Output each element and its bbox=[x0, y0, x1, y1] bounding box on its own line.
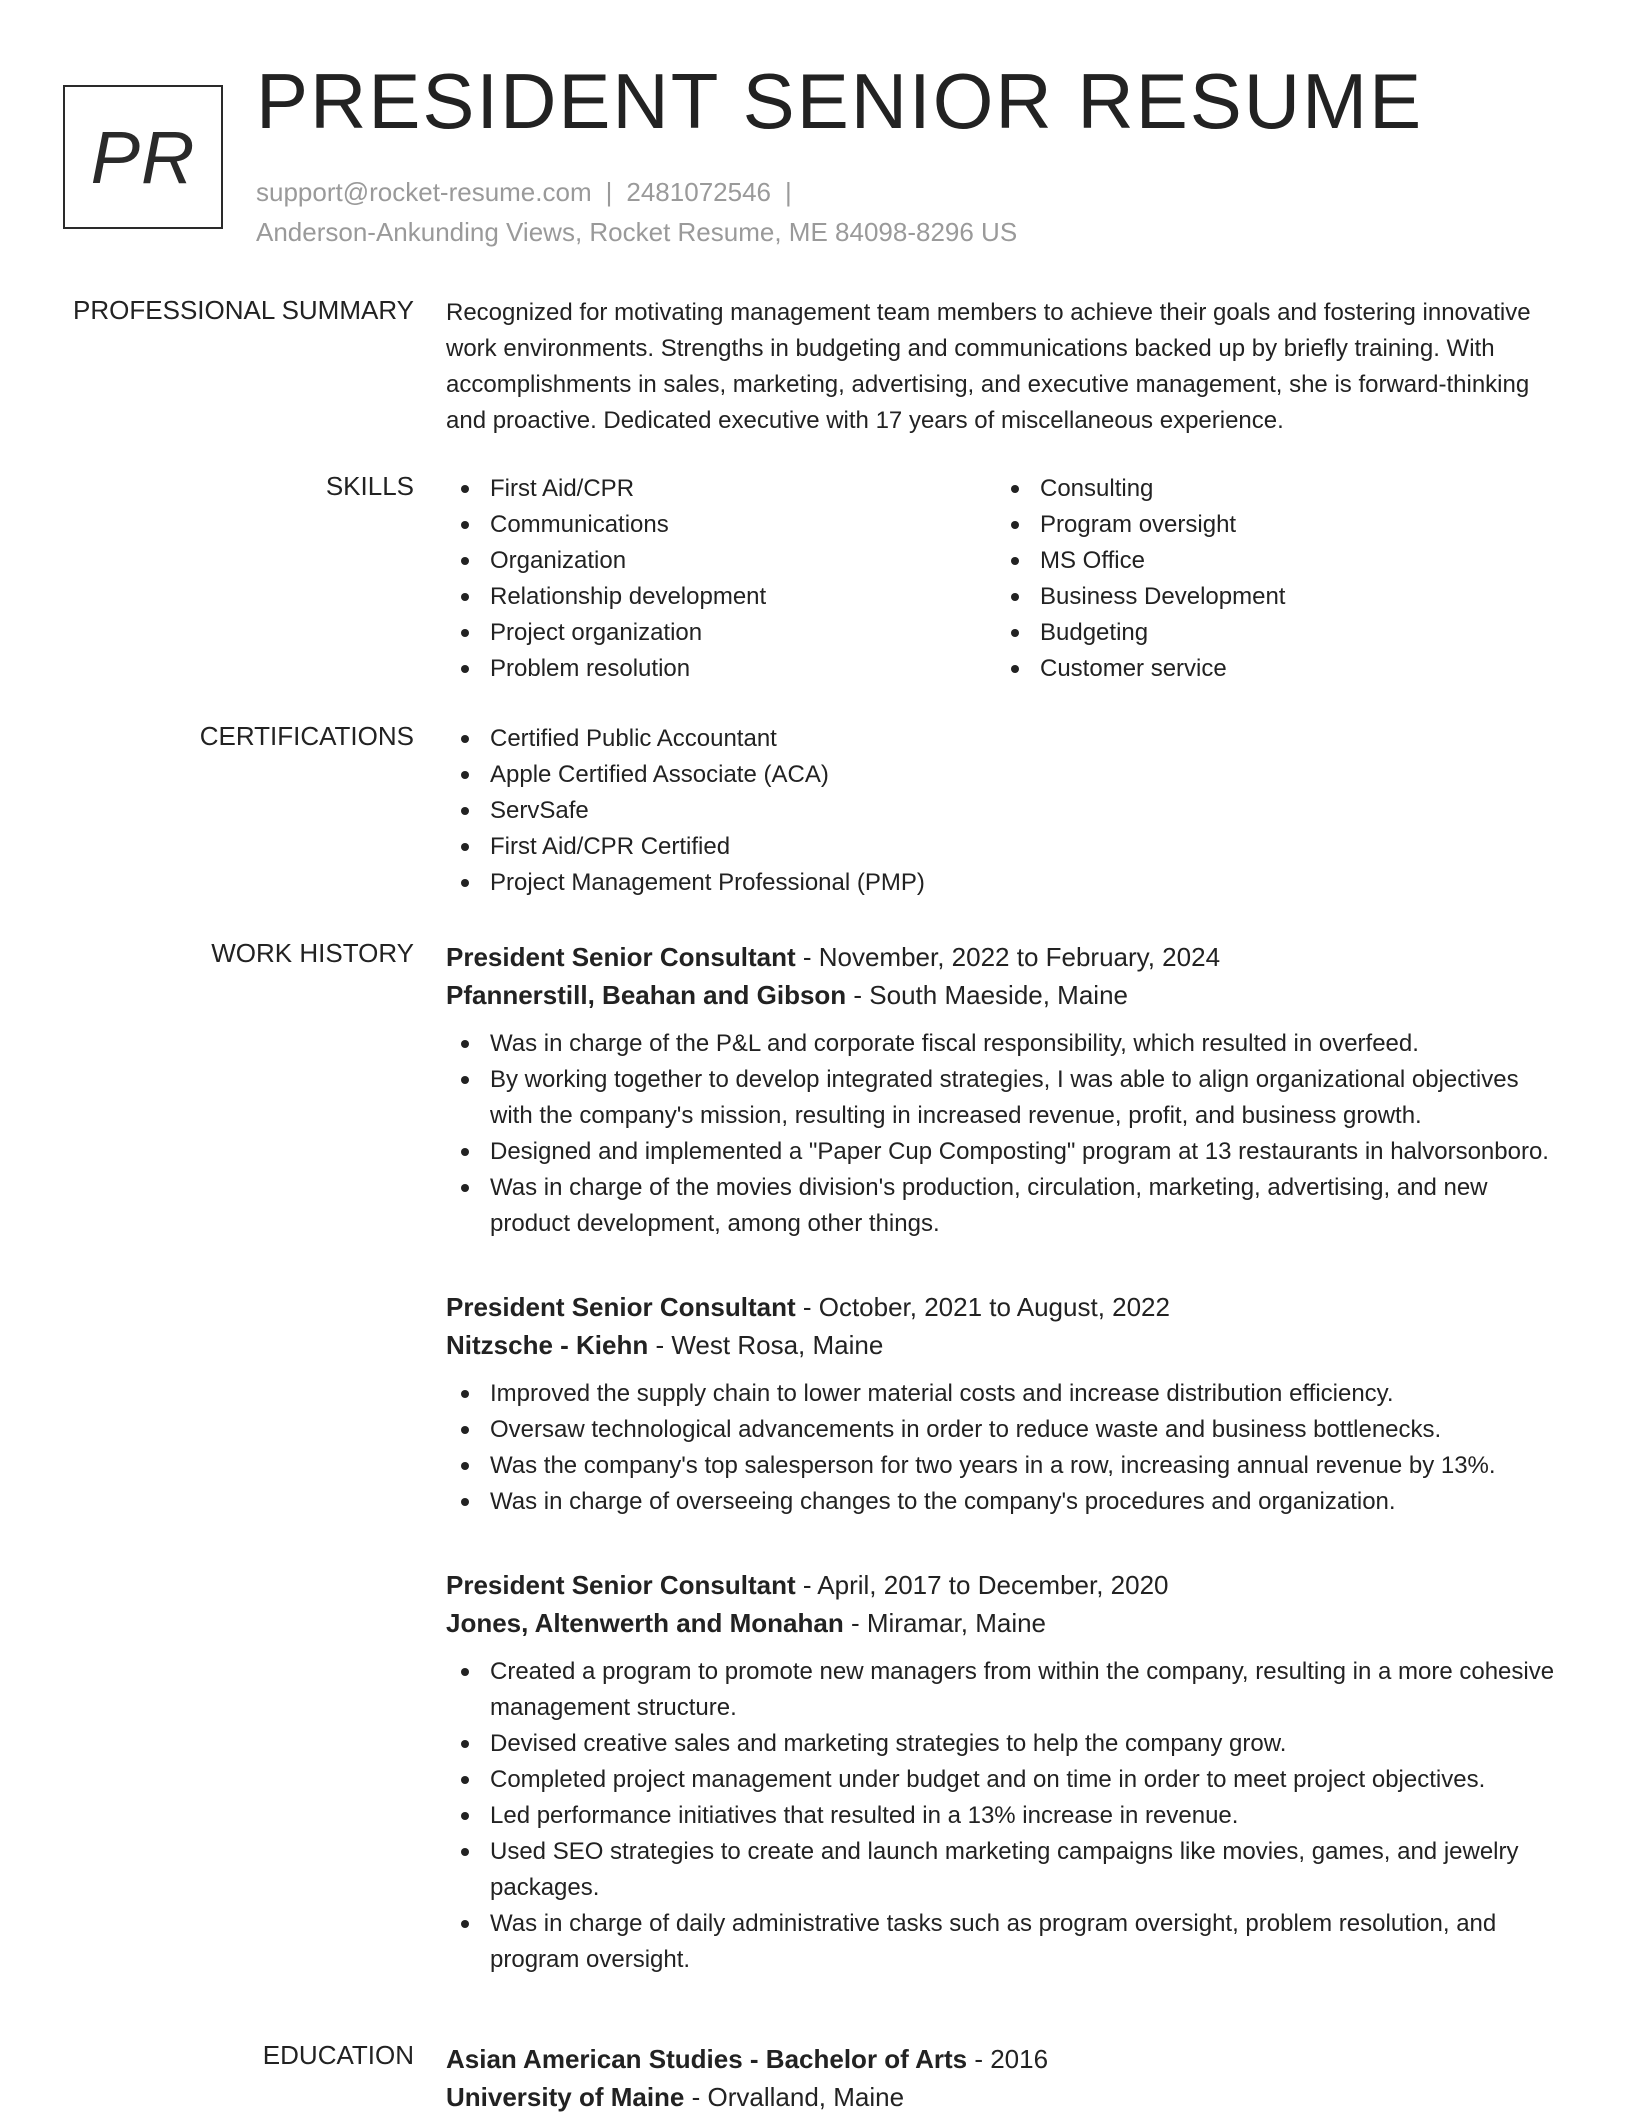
school-name: University of Maine bbox=[446, 2082, 685, 2112]
job-company-line bbox=[446, 1326, 1566, 1364]
skills-list bbox=[446, 471, 1566, 687]
section-label: PROFESSIONAL SUMMARY bbox=[73, 295, 414, 325]
monogram: PR bbox=[63, 85, 223, 229]
section-label: EDUCATION bbox=[262, 2040, 414, 2070]
job-bullets bbox=[446, 1654, 1566, 1978]
separator: | bbox=[605, 177, 613, 207]
job-title: President Senior Consultant bbox=[446, 1570, 796, 1600]
certifications-list bbox=[446, 721, 1566, 901]
job-bullet: Devised creative sales and marketing strategies to help the company grow. bbox=[446, 1726, 1566, 1762]
job-bullet: Designed and implemented a "Paper Cup Composting" program at 13 restaurants in halvorsonboro. bbox=[446, 1134, 1566, 1170]
job-entry bbox=[446, 938, 1566, 1242]
job-entry bbox=[446, 1566, 1566, 1978]
job-bullet: Used SEO strategies to create and launch marketing campaigns like movies, games, and jewelry packages. bbox=[446, 1834, 1566, 1906]
education-entry bbox=[446, 2040, 1566, 2112]
job-bullet: Was in charge of the P&L and corporate fiscal responsibility, which resulted in overfeed. bbox=[446, 1026, 1566, 1062]
address: Anderson-Ankunding Views, Rocket Resume, ME 84098-8296 US bbox=[256, 217, 1018, 247]
separator: | bbox=[785, 177, 792, 207]
company-name: Jones, Altenwerth and Monahan bbox=[446, 1608, 844, 1638]
skill-item: MS Office bbox=[996, 543, 1546, 579]
job-bullets bbox=[446, 1026, 1566, 1242]
job-company-line bbox=[446, 976, 1566, 1014]
job-bullet: Completed project management under budget and on time in order to meet project objectives. bbox=[446, 1762, 1566, 1798]
job-bullet: Was in charge of the movies division's production, circulation, marketing, advertising, and new product development, among other things. bbox=[446, 1170, 1566, 1242]
certification-item: First Aid/CPR Certified bbox=[446, 829, 1566, 865]
phone-number: 2481072546 bbox=[626, 177, 771, 207]
job-entry bbox=[446, 1288, 1566, 1520]
job-title-line bbox=[446, 938, 1566, 976]
degree: Asian American Studies - Bachelor of Arts bbox=[446, 2044, 968, 2074]
skills-column-left bbox=[446, 471, 996, 687]
job-title: President Senior Consultant bbox=[446, 942, 796, 972]
company-location: - South Maeside, Maine bbox=[846, 980, 1128, 1010]
job-title: President Senior Consultant bbox=[446, 1292, 796, 1322]
section-label: SKILLS bbox=[325, 471, 414, 501]
skill-item: Organization bbox=[446, 543, 996, 579]
skills-column-right bbox=[996, 471, 1546, 687]
job-bullet: By working together to develop integrated strategies, I was able to align organizational objectives with the company's mission, resulting in increased revenue, profit, and business growth. bbox=[446, 1062, 1566, 1134]
contact-info bbox=[256, 172, 1017, 252]
skill-item: Relationship development bbox=[446, 579, 996, 615]
graduation-year: - 2016 bbox=[967, 2044, 1049, 2074]
job-title-line bbox=[446, 1288, 1566, 1326]
skill-item: Customer service bbox=[996, 651, 1546, 687]
school-location: - Orvalland, Maine bbox=[684, 2082, 905, 2112]
section-label: WORK HISTORY bbox=[211, 938, 414, 968]
skill-item: Program oversight bbox=[996, 507, 1546, 543]
skill-item: Consulting bbox=[996, 471, 1546, 507]
company-location: - West Rosa, Maine bbox=[648, 1330, 884, 1360]
job-bullets bbox=[446, 1376, 1566, 1520]
resume-title: PRESIDENT SENIOR RESUME bbox=[256, 57, 1424, 145]
job-dates: - October, 2021 to August, 2022 bbox=[795, 1292, 1170, 1322]
work-history-list bbox=[446, 938, 1566, 2024]
job-bullet: Was in charge of daily administrative tasks such as program oversight, problem resolution, and program oversight. bbox=[446, 1906, 1566, 1978]
skill-item: Communications bbox=[446, 507, 996, 543]
job-bullet: Created a program to promote new managers from within the company, resulting in a more cohesive management structure. bbox=[446, 1654, 1566, 1726]
skill-item: Problem resolution bbox=[446, 651, 996, 687]
company-location: - Miramar, Maine bbox=[843, 1608, 1047, 1638]
skill-item: Budgeting bbox=[996, 615, 1546, 651]
school-line bbox=[446, 2078, 1566, 2112]
company-name: Nitzsche - Kiehn bbox=[446, 1330, 649, 1360]
skill-item: Business Development bbox=[996, 579, 1546, 615]
certification-item: ServSafe bbox=[446, 793, 1566, 829]
degree-line bbox=[446, 2040, 1566, 2078]
summary-text: Recognized for motivating management team members to achieve their goals and fostering innovative work environments. Strengths in budgeting and communications backed up by briefly training. With accomplishments in sales, marketing, advertising, and executive management, she is forward-thinking and proactive. Dedicated executive with 17 years of miscellaneous experience. bbox=[446, 299, 1531, 434]
contact-line-1 bbox=[256, 172, 1017, 212]
job-bullet: Improved the supply chain to lower material costs and increase distribution efficiency. bbox=[446, 1376, 1566, 1412]
certification-item: Certified Public Accountant bbox=[446, 721, 1566, 757]
job-bullet: Was the company's top salesperson for two years in a row, increasing annual revenue by 13%. bbox=[446, 1448, 1566, 1484]
job-title-line bbox=[446, 1566, 1566, 1604]
skill-item: First Aid/CPR bbox=[446, 471, 996, 507]
job-bullet: Led performance initiatives that resulted in a 13% increase in revenue. bbox=[446, 1798, 1566, 1834]
section-label: CERTIFICATIONS bbox=[199, 721, 414, 751]
job-dates: - November, 2022 to February, 2024 bbox=[795, 942, 1221, 972]
job-bullet: Oversaw technological advancements in order to reduce waste and business bottlenecks. bbox=[446, 1412, 1566, 1448]
job-dates: - April, 2017 to December, 2020 bbox=[795, 1570, 1169, 1600]
skill-item: Project organization bbox=[446, 615, 996, 651]
email-link[interactable]: support@rocket-resume.com bbox=[256, 177, 592, 207]
job-bullet: Was in charge of overseeing changes to the company's procedures and organization. bbox=[446, 1484, 1566, 1520]
certification-item: Project Management Professional (PMP) bbox=[446, 865, 1566, 901]
job-company-line bbox=[446, 1604, 1566, 1642]
certification-item: Apple Certified Associate (ACA) bbox=[446, 757, 1566, 793]
company-name: Pfannerstill, Beahan and Gibson bbox=[446, 980, 847, 1010]
